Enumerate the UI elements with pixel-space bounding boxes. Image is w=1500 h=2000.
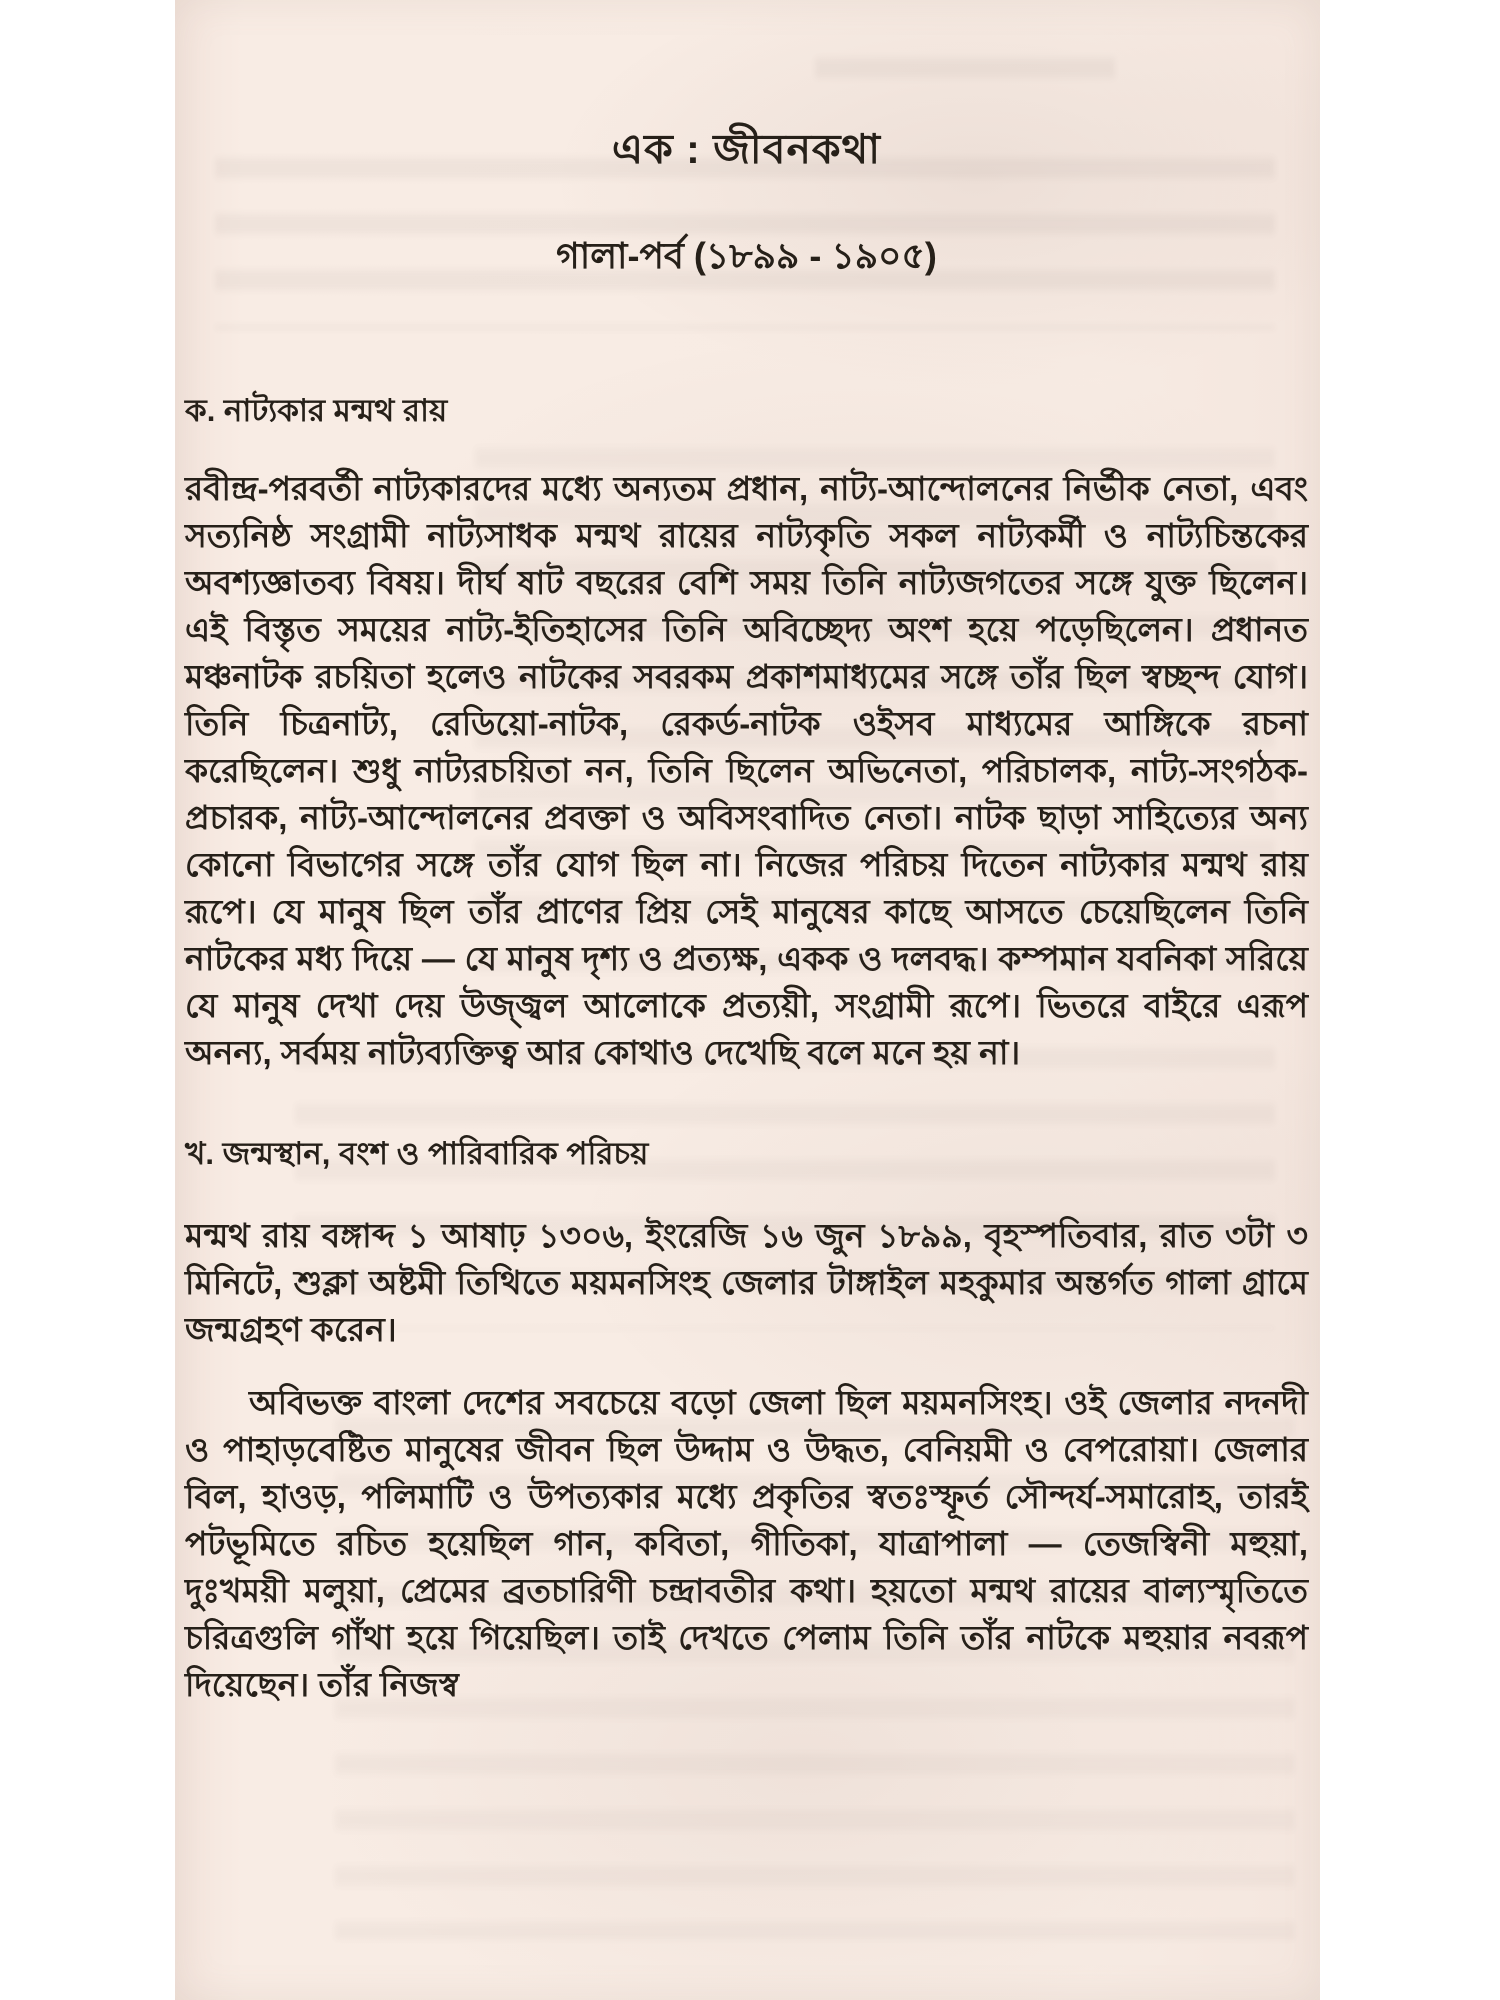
paper-sheet (175, 0, 1320, 2000)
page-text-column (185, 0, 1308, 1708)
chapter-subtitle: গালা-পর্ব (১৮৯৯ - ১৯০৫) (556, 235, 937, 276)
chapter-title: এক : জীবনকথা (611, 126, 882, 172)
paragraph-playwright-intro: রবীন্দ্র-পরবর্তী নাট্যকারদের মধ্যে অন্যতম প্রধান, নাট্য-আন্দোলনের নির্ভীক নেতা, এবং সত্যনিষ্ঠ সংগ্রামী নাট্যসাধক মন্মথ রায়ের নাট্যকৃতি সকল নাট্যকর্মী ও নাট্যচিন্তকের অবশ্যজ্ঞাতব্য বিষয়। দীর্ঘ ষাট বছরের বেশি সময় তিনি নাট্যজগতের সঙ্গে যুক্ত ছিলেন। এই বিস্তৃত সময়ের নাট্য-ইতিহাসের তিনি অবিচ্ছেদ্য অংশ হয়ে পড়েছিলেন। প্রধানত মঞ্চনাটক রচয়িতা হলেও নাটকের সবরকম প্রকাশমাধ্যমের সঙ্গে তাঁর ছিল স্বচ্ছন্দ যোগ। তিনি চিত্রনাট্য, রেডিয়ো-নাটক, রেকর্ড-নাটক ওইসব মাধ্যমের আঙ্গিকে রচনা করেছিলেন। শুধু নাট্যরচয়িতা নন, তিনি ছিলেন অভিনেতা, পরিচালক, নাট্য-সংগঠক-প্রচারক, নাট্য-আন্দোলনের প্রবক্তা ও অবিসংবাদিত নেতা। নাটক ছাড়া সাহিত্যের অন্য কোনো বিভাগের সঙ্গে তাঁর যোগ ছিল না। নিজের পরিচয় দিতেন নাট্যকার মন্মথ রায় রূপে। যে মানুষ ছিল তাঁর প্রাণের প্রিয় সেই মানুষের কাছে আসতে চেয়েছিলেন তিনি নাটকের মধ্য দিয়ে — যে মানুষ দৃশ্য ও প্রত্যক্ষ, একক ও দলবদ্ধ। কম্পমান যবনিকা সরিয়ে যে মানুষ দেখা দেয় উজ্জ্বল আলোকে প্রত্যয়ী, সংগ্রামী রূপে। ভিতরে বাইরে এরূপ অনন্য, সর্বময় নাট্যব্যক্তিত্ব আর কোথাও দেখেছি বলে মনে হয় না। (185, 470, 1308, 1071)
section-heading-ka: ক. নাট্যকার মন্মথ রায় (185, 393, 448, 428)
section-heading-kha: খ. জন্মস্থান, বংশ ও পারিবারিক পরিচয় (185, 1136, 649, 1171)
paragraph-mymensingh-district: অবিভক্ত বাংলা দেশের সবচেয়ে বড়ো জেলা ছিল ময়মনসিংহ। ওই জেলার নদনদী ও পাহাড়বেষ্টিত মানুষের জীবন ছিল উদ্দাম ও উদ্ধত, বেনিয়মী ও বেপরোয়া। জেলার বিল, হাওড়, পলিমাটি ও উপত্যকার মধ্যে প্রকৃতির স্বতঃস্ফূর্ত সৌন্দর্য-সমারোহ, তারই পটভূমিতে রচিত হয়েছিল গান, কবিতা, গীতিকা, যাত্রাপালা — তেজস্বিনী মহুয়া, দুঃখময়ী মলুয়া, প্রেমের ব্রতচারিণী চন্দ্রাবতীর কথা। হয়তো মন্মথ রায়ের বাল্যস্মৃতিতে চরিত্রগুলি গাঁথা হয়ে গিয়েছিল। তাই দেখতে পেলাম তিনি তাঁর নাটকে মহুয়ার নবরূপ দিয়েছেন। তাঁর নিজস্ব (185, 1384, 1308, 1703)
paragraph-birth-details: মন্মথ রায় বঙ্গাব্দ ১ আষাঢ় ১৩০৬, ইংরেজি ১৬ জুন ১৮৯৯, বৃহস্পতিবার, রাত ৩টা ৩ মিনিটে, শুক্লা অষ্টমী তিথিতে ময়মনসিংহ জেলার টাঙ্গাইল মহকুমার অন্তর্গত গালা গ্রামে জন্মগ্রহণ করেন। (185, 1217, 1308, 1348)
